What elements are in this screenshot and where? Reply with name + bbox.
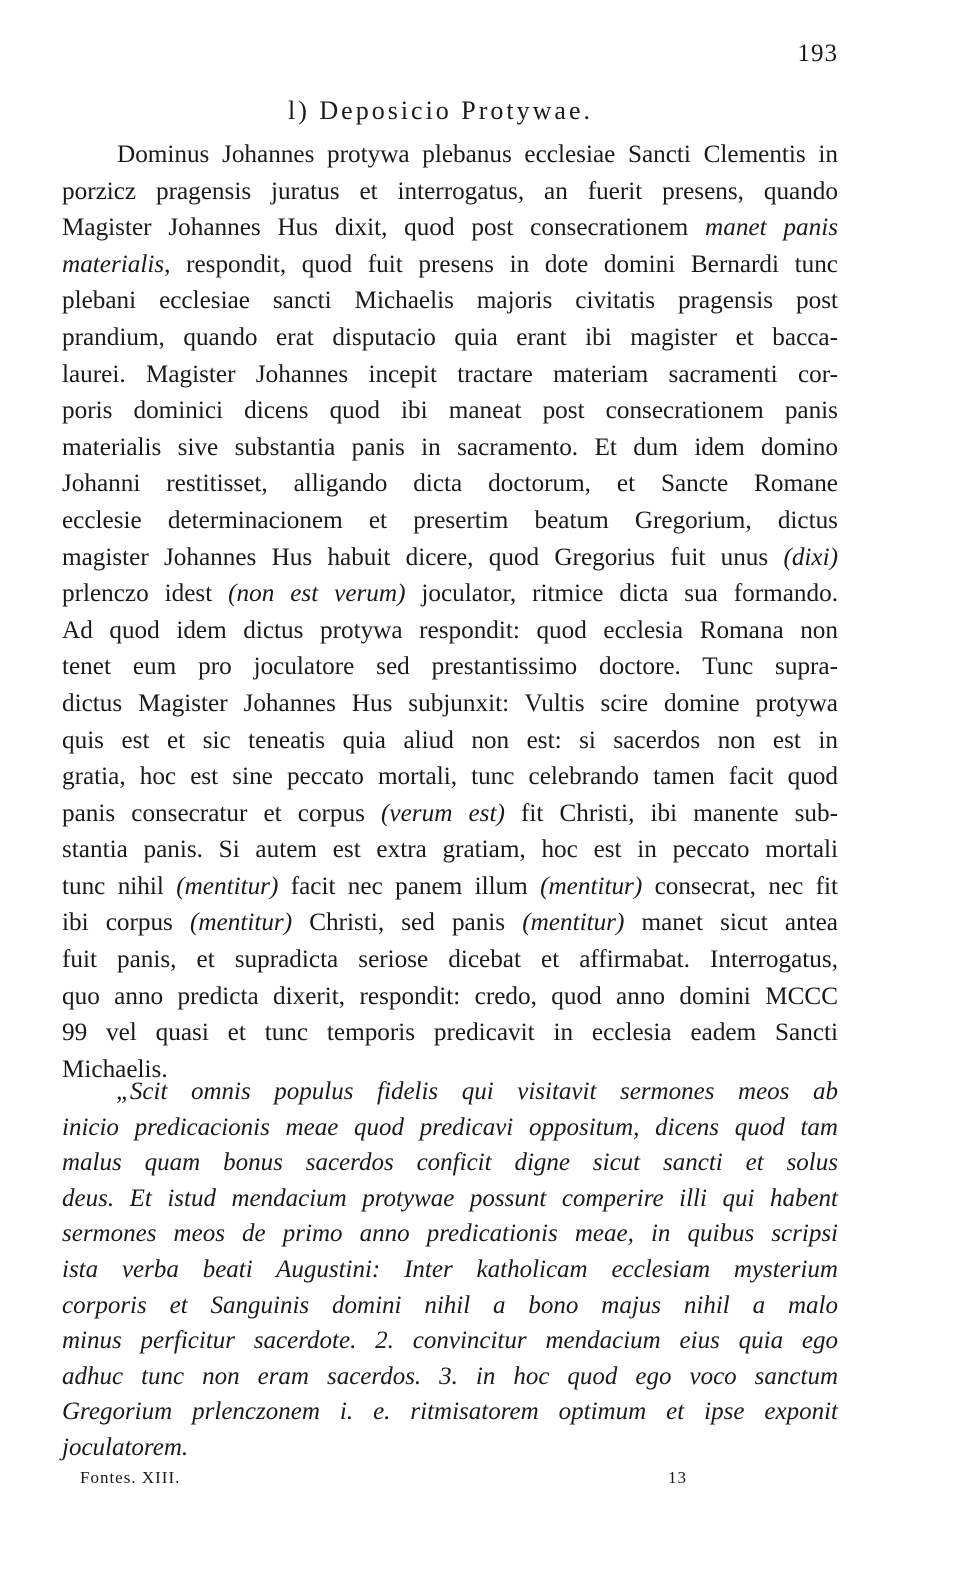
editorial-annotation: materialis: [62, 250, 165, 278]
text-run: magister Johannes Hus habuit dicere, quod Gregorius fuit unus: [62, 543, 784, 571]
text-run: panis consecratur et corpus: [62, 799, 382, 827]
editorial-annotation: (mentitur): [189, 909, 293, 937]
text-line: [62, 283, 838, 320]
text-run: , respondit, quod fuit presens in dote domini Bernardi tunc: [164, 250, 838, 278]
text-run: fit Christi, ibi manente sub-: [504, 799, 839, 827]
text-run: tunc nihil: [62, 872, 177, 900]
editorial-annotation: (mentitur): [522, 909, 625, 937]
editorial-annotation: manet panis: [705, 214, 838, 242]
text-run: prlenczo idest: [62, 580, 229, 608]
text-line: [62, 540, 838, 577]
text-line: [62, 723, 838, 760]
text-line: [62, 979, 838, 1016]
text-line: [62, 905, 838, 942]
text-line: [62, 174, 838, 211]
text-run: laurei. Magister Johannes incepit tractare materiam sacramenti cor-: [62, 360, 838, 388]
text-run: ibi corpus: [62, 909, 190, 937]
text-run: 99 vel quasi et tunc temporis predicavit in ecclesia eadem Sancti: [62, 1019, 838, 1047]
text-run: Michaelis.: [62, 1055, 168, 1083]
text-run: dictus Magister Johannes Hus subjunxit: Vultis scire domine protywa: [62, 689, 838, 717]
text-line: [62, 466, 838, 503]
text-line: [62, 869, 838, 906]
text-run: stantia panis. Si autem est extra gratiam, hoc est in peccato mortali: [62, 836, 838, 864]
text-run: fuit panis, et supradicta seriose dicebat et affirmabat. Interrogatus,: [62, 946, 838, 974]
text-run: Johanni restitisset, alligando dicta doctorum, et Sancte Romane: [62, 470, 838, 498]
editorial-annotation: (mentitur): [176, 872, 279, 900]
quote-line: minus perficitur sacerdote. 2. convincitur mendacium eius quia ego: [62, 1327, 838, 1355]
text-run: consecrat, nec fit: [642, 872, 839, 900]
text-run: Dominus Johannes protywa plebanus ecclesiae Sancti Clementis in: [117, 141, 838, 168]
quote-line: malus quam bonus sacerdos conficit digne sicut sancti et solus: [62, 1149, 838, 1177]
text-line: [62, 832, 838, 869]
quote-line: joculatorem.: [62, 1433, 189, 1461]
text-run: joculator, ritmice dicta sua formando.: [405, 580, 839, 608]
text-run: quo anno predicta dixerit, respondit: credo, quod anno domini MCCC: [62, 982, 838, 1010]
deposition-text: [62, 137, 838, 1088]
quote-line: sermones meos de primo anno predicationis meae, in quibus scripsi: [62, 1220, 838, 1248]
editorial-annotation: (verum est): [381, 799, 505, 827]
text-run: quis est et sic teneatis quia aliud non est: si sacerdos non est in: [62, 726, 838, 754]
quote-line: ista verba beati Augustini: Inter katholicam ecclesiam mysterium: [62, 1255, 838, 1283]
page-number: 193: [797, 40, 838, 67]
section-heading: l) Deposicio Protywae.: [288, 96, 594, 125]
text-line: [62, 357, 838, 394]
text-line: [62, 247, 838, 284]
text-line: [62, 210, 838, 247]
text-line: [62, 1015, 838, 1052]
text-line: [62, 649, 838, 686]
text-line: [62, 796, 838, 833]
sheet-signature: 13: [668, 1468, 687, 1487]
text-line: [62, 430, 838, 467]
editorial-annotation: (mentitur): [540, 872, 643, 900]
text-run: materialis sive substantia panis in sacramento. Et dum idem domino: [62, 433, 838, 461]
text-line: [62, 759, 838, 796]
hus-reply-text: [62, 1074, 838, 1466]
quote-line: Gregorium prlenczonem i. e. ritmisatorem optimum et ipse exponit: [62, 1398, 838, 1426]
text-run: Christi, sed panis: [292, 909, 523, 937]
editorial-annotation: (non est verum): [228, 580, 406, 608]
text-line: [62, 137, 838, 174]
text-line: [62, 942, 838, 979]
text-line: [62, 576, 838, 613]
quote-line: corporis et Sanguinis domini nihil a bono majus nihil a malo: [62, 1291, 838, 1319]
series-title: Fontes. XIII.: [80, 1468, 181, 1487]
text-run: plebani ecclesiae sancti Michaelis majoris civitatis pragensis post: [62, 287, 838, 315]
text-run: porzicz pragensis juratus et interrogatus, an fuerit presens, quando: [62, 177, 838, 205]
text-line: [62, 393, 838, 430]
quote-line: adhuc tunc non eram sacerdos. 3. in hoc quod ego voco sanctum: [62, 1362, 838, 1390]
text-line: [62, 613, 838, 650]
editorial-annotation: (dixi): [783, 543, 838, 571]
text-line: [62, 320, 838, 357]
quote-line: „Scit omnis populus fidelis qui visitavit sermones meos ab: [116, 1078, 838, 1105]
quote-line: deus. Et istud mendacium protywae possunt comperire illi qui habent: [62, 1184, 838, 1212]
text-run: poris dominici dicens quod ibi maneat post consecrationem panis: [62, 397, 838, 425]
text-run: Ad quod idem dictus protywa respondit: quod ecclesia Romana non: [62, 616, 838, 644]
text-line: [62, 686, 838, 723]
text-run: prandium, quando erat disputacio quia erant ibi magister et bacca-: [62, 323, 838, 351]
text-run: tenet eum pro joculatore sed prestantissimo doctore. Tunc supra-: [62, 653, 838, 681]
quote-line: inicio predicacionis meae quod predicavi oppositum, dicens quod tam: [62, 1113, 838, 1141]
text-run: Magister Johannes Hus dixit, quod post consecrationem: [62, 214, 706, 242]
text-run: facit nec panem illum: [278, 872, 541, 900]
text-run: ecclesie determinacionem et presertim beatum Gregorium, dictus: [62, 506, 838, 534]
text-run: gratia, hoc est sine peccato mortali, tunc celebrando tamen facit quod: [62, 763, 838, 791]
text-run: manet sicut antea: [624, 909, 838, 937]
text-line: [62, 503, 838, 540]
